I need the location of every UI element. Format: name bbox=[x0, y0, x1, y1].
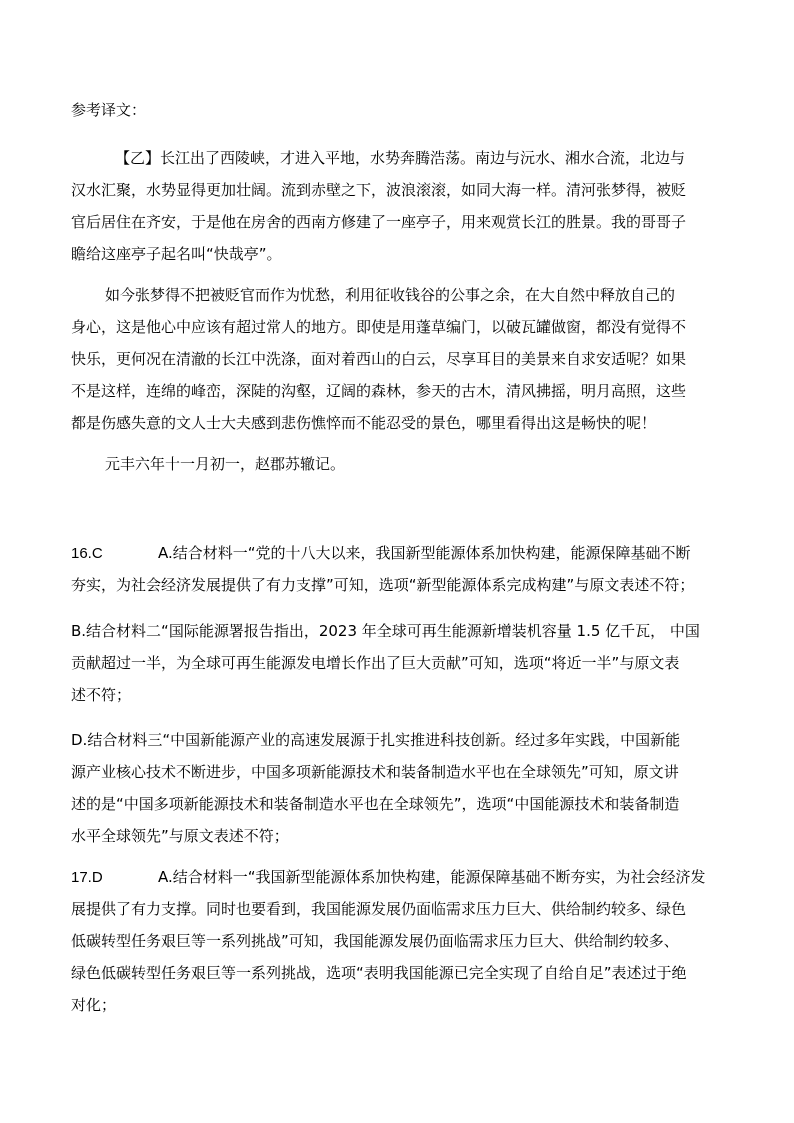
answer-16-number: 16.C bbox=[71, 545, 103, 562]
answer-17-line-3: 低碳转型任务艰巨等一系列挑战”可知，我国能源发展仍面临需求压力巨大、供给制约较多、 bbox=[71, 932, 679, 950]
paragraph-2-line-5: 都是伤感失意的文人士大夫感到悲伤憔悴而不能忍受的景色，哪里看得出这是畅快的呢！ bbox=[71, 414, 657, 432]
paragraph-1-line-4: 瞻给这座亭子起名叫“快哉亭”。 bbox=[71, 245, 282, 263]
paragraph-2-line-3: 快乐，更何况在清澈的长江中洗涤，面对着西山的白云，尽享耳目的美景来自求安适呢？如果 bbox=[71, 350, 687, 368]
paragraph-1-line-3: 官后居住在齐安，于是他在房舍的西南方修建了一座亭子，用来观赏长江的胜景。我的哥哥子 bbox=[71, 213, 687, 231]
translation-heading: 参考译文： bbox=[71, 101, 147, 119]
answer-16-line-2: 夯实，为社会经济发展提供了有力支撑”可知，选项“新型能源体系完成构建”与原文表述不符； bbox=[71, 576, 695, 594]
answer-17-line-1 bbox=[71, 867, 723, 888]
answer-17-line-2: 展提供了有力支撑。同时也要看到，我国能源发展仍面临需求压力巨大、供给制约较多、绿色 bbox=[71, 900, 687, 918]
answer-16-line-1 bbox=[71, 543, 723, 564]
answer-16-line-3: B.结合材料二“国际能源署报告指出，2023 年全球可再生能源新增装机容量 1.5 亿千瓦， 中国 bbox=[71, 622, 700, 640]
answer-16-line-7: 源产业核心技术不断进步，中国多项新能源技术和装备制造水平也在全球领先”可知，原文讲 bbox=[71, 763, 679, 781]
answer-17-line-5: 对化； bbox=[71, 996, 117, 1014]
answer-17-number: 17.D bbox=[71, 869, 103, 886]
answer-16-line-8: 述的是“中国多项新能源技术和装备制造水平也在全球领先”，选项“中国能源技术和装备制造 bbox=[71, 795, 680, 813]
paragraph-2-line-4: 不是这样，连绵的峰峦，深陡的沟壑，辽阔的森林，参天的古木，清风拂摇，明月高照，这些 bbox=[71, 382, 687, 400]
answer-16-line-4: 贡献超过一半，为全球可再生能源发电增长作出了巨大贡献”可知，选项“将近一半”与原文表 bbox=[71, 654, 680, 672]
answer-16-line-6: D.结合材料三“中国新能源产业的高速发展源于扎实推进科技创新。经过多年实践，中国新能 bbox=[71, 731, 681, 749]
answer-16-line-9: 水平全球领先”与原文表述不符； bbox=[71, 827, 289, 845]
paragraph-2-line-2: 身心，这是他心中应该有超过常人的地方。即使是用蓬草编门，以破瓦罐做窗，都没有觉得不 bbox=[71, 318, 687, 336]
paragraph-1-line-2: 汉水汇聚，水势显得更加壮阔。流到赤壁之下，波浪滚滚，如同大海一样。清河张梦得，被贬 bbox=[71, 181, 687, 199]
answer-17-line-4: 绿色低碳转型任务艰巨等一系列挑战，选项“表明我国能源已完全实现了自给自足”表述过于绝 bbox=[71, 964, 687, 982]
answer-16-text: A.结合材料一“党的十八大以来，我国新型能源体系加快构建，能源保障基础不断 bbox=[158, 544, 691, 562]
paragraph-1-line-1: 【乙】长江出了西陵峡，才进入平地，水势奔腾浩荡。南边与沅水、湘水合流，北边与 bbox=[115, 149, 686, 167]
answer-16-line-5: 述不符； bbox=[71, 686, 132, 704]
paragraph-2-line-1: 如今张梦得不把被贬官而作为忧愁，利用征收钱谷的公事之余，在大自然中释放自己的 bbox=[105, 286, 676, 304]
answer-17-text: A.结合材料一“我国新型能源体系加快构建，能源保障基础不断夯实，为社会经济发 bbox=[158, 868, 706, 886]
signature-line: 元丰六年十一月初一，赵郡苏辙记。 bbox=[105, 455, 346, 473]
